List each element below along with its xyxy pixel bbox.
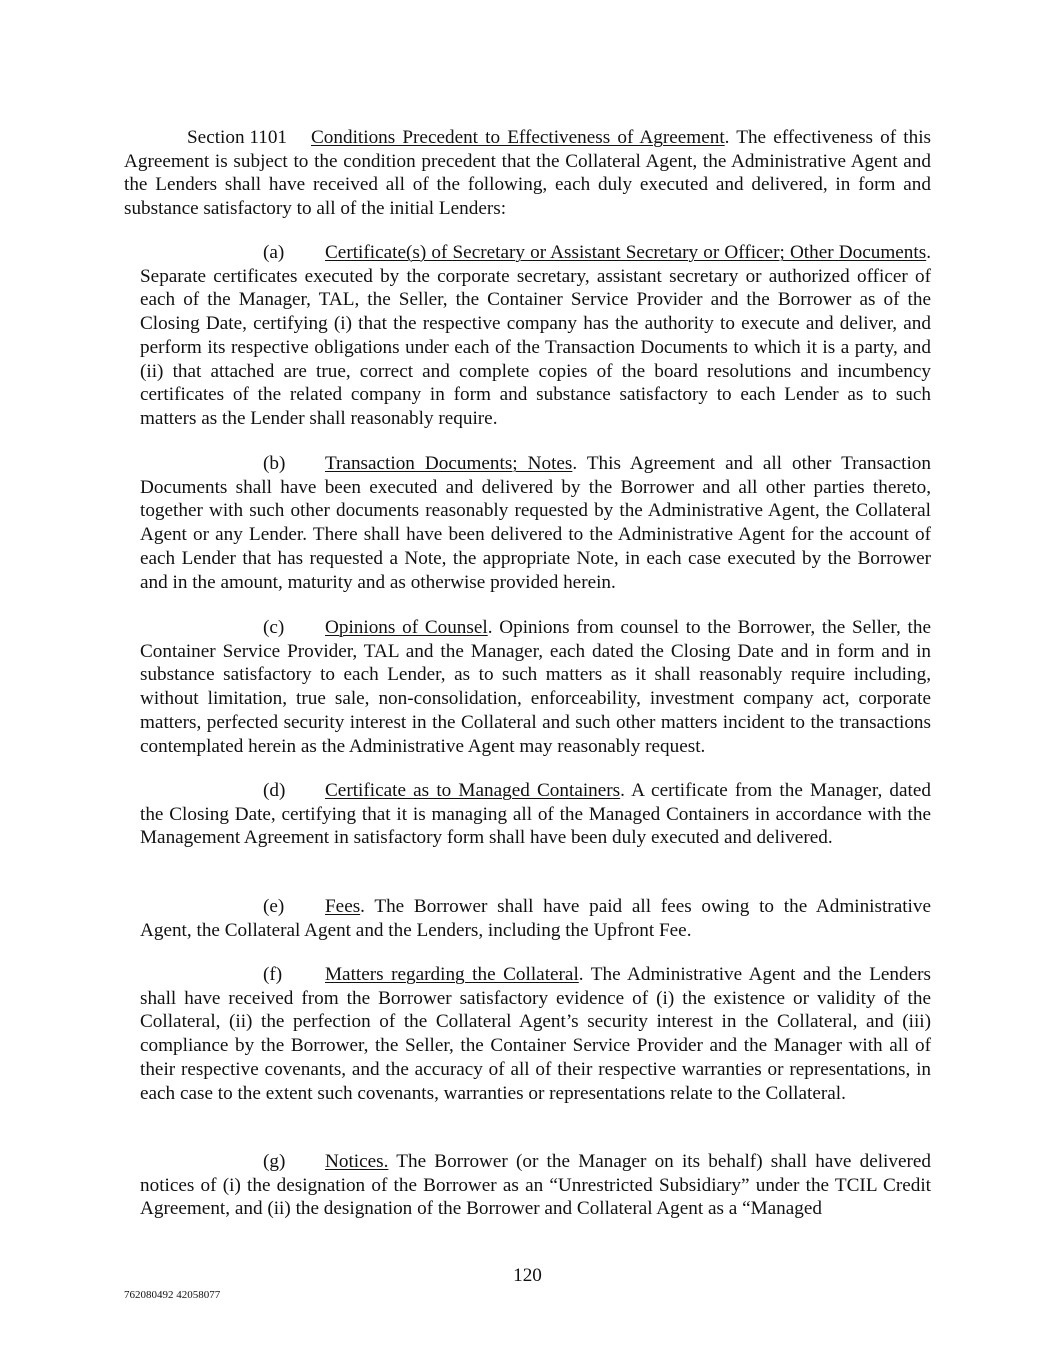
document-id: 762080492 42058077 [124,1289,221,1301]
paragraph-heading: Transaction Documents; Notes [325,453,573,474]
paragraph-heading: Certificate(s) of Secretary or Assistant Secretary or Officer; Other Documents [325,242,927,263]
page-number: 120 [513,1265,542,1286]
section-intro-text: . The effectiveness of this Agreement is subject to the condition precedent that the Collateral Agent, the Administrative Agent and the Lenders shall have received all of the following, each duly executed and delivered, in form and substance satisfactory to all of the initial Lenders: [124,127,931,220]
paragraph-d [140,779,931,850]
paragraph-heading: Fees [325,896,361,917]
paragraph-heading: Matters regarding the Collateral [325,964,579,985]
section-number: Section 1101 [187,127,288,148]
paragraph-label: (d) [263,780,286,801]
paragraph-label: (f) [263,964,283,985]
section-heading: Conditions Precedent to Effectiveness of Agreement [311,127,725,148]
paragraph-f [140,963,931,1105]
paragraph-text: . This Agreement and all other Transaction Documents shall have been executed and delivered by the Borrower and all other parties thereto, together with such other documents reasonably requested by the Administrative Agent, the Collateral Agent or any Lender. There shall have been delivered to the Administrative Agent for the account of each Lender that has requested a Note, the appropriate Note, in each case executed by the Borrower and in the amount, maturity and as otherwise provided herein. [140,453,931,593]
paragraph-heading: Certificate as to Managed Containers [325,780,621,801]
paragraph-label: (b) [263,453,286,474]
paragraph-g [140,1150,931,1221]
paragraph-label: (e) [263,896,285,917]
paragraph-text: . A certificate from the Manager, dated the Closing Date, certifying that it is managing all of the Managed Containers in accordance with the Management Agreement in satisfactory form shall have been duly executed and delivered. [140,780,931,849]
section-intro [124,126,931,221]
paragraph-a [140,241,931,431]
paragraph-label: (c) [263,617,285,638]
paragraph-c [140,616,931,758]
paragraph-text: The Borrower (or the Manager on its behalf) shall have delivered notices of (i) the designation of the Borrower as an “Unrestricted Subsidiary” under the TCIL Credit Agreement, and (ii) the designation of the Borrower and Collateral Agent as a “Managed [140,1151,931,1220]
paragraph-label: (g) [263,1151,286,1172]
paragraph-heading: Notices. [325,1151,389,1172]
paragraph-text: . Opinions from counsel to the Borrower, the Seller, the Container Service Provider, TAL and the Manager, each dated the Closing Date and in form and in substance satisfactory to each Lender, as to such matters as it shall reasonably require including, without limitation, true sale, non-consolidation, enforceability, investment company act, corporate matters, perfected security interest in the Collateral and such other matters incident to the transactions contemplated herein as the Administrative Agent may reasonably request. [140,617,931,757]
paragraph-heading: Opinions of Counsel [325,617,488,638]
paragraph-label: (a) [263,242,285,263]
paragraph-text: . The Administrative Agent and the Lenders shall have received from the Borrower satisfactory evidence of (i) the existence or validity of the Collateral, (ii) the perfection of the Collateral Agent’s security interest in the Collateral, and (iii) compliance by the Borrower, the Seller, the Container Service Provider and the Manager with all of their respective covenants, and the accuracy of all of their respective warranties or representations, in each case to the extent such covenants, warranties or representations relate to the Collateral. [140,964,931,1104]
paragraph-text: . Separate certificates executed by the corporate secretary, assistant secretary or authorized officer of each of the Manager, TAL, the Seller, the Container Service Provider and the Borrower as of the Closing Date, certifying (i) that the respective company has the authority to execute and deliver, and perform its respective obligations under each of the Transaction Documents to which it is a party, and (ii) that attached are true, correct and complete copies of the board resolutions and incumbency certificates of the related company in form and substance satisfactory to each Lender as to such matters as the Lender shall reasonably require. [140,242,931,429]
paragraph-b [140,452,931,594]
paragraph-e [140,895,931,942]
paragraph-text: . The Borrower shall have paid all fees owing to the Administrative Agent, the Collateral Agent and the Lenders, including the Upfront Fee. [140,896,931,941]
